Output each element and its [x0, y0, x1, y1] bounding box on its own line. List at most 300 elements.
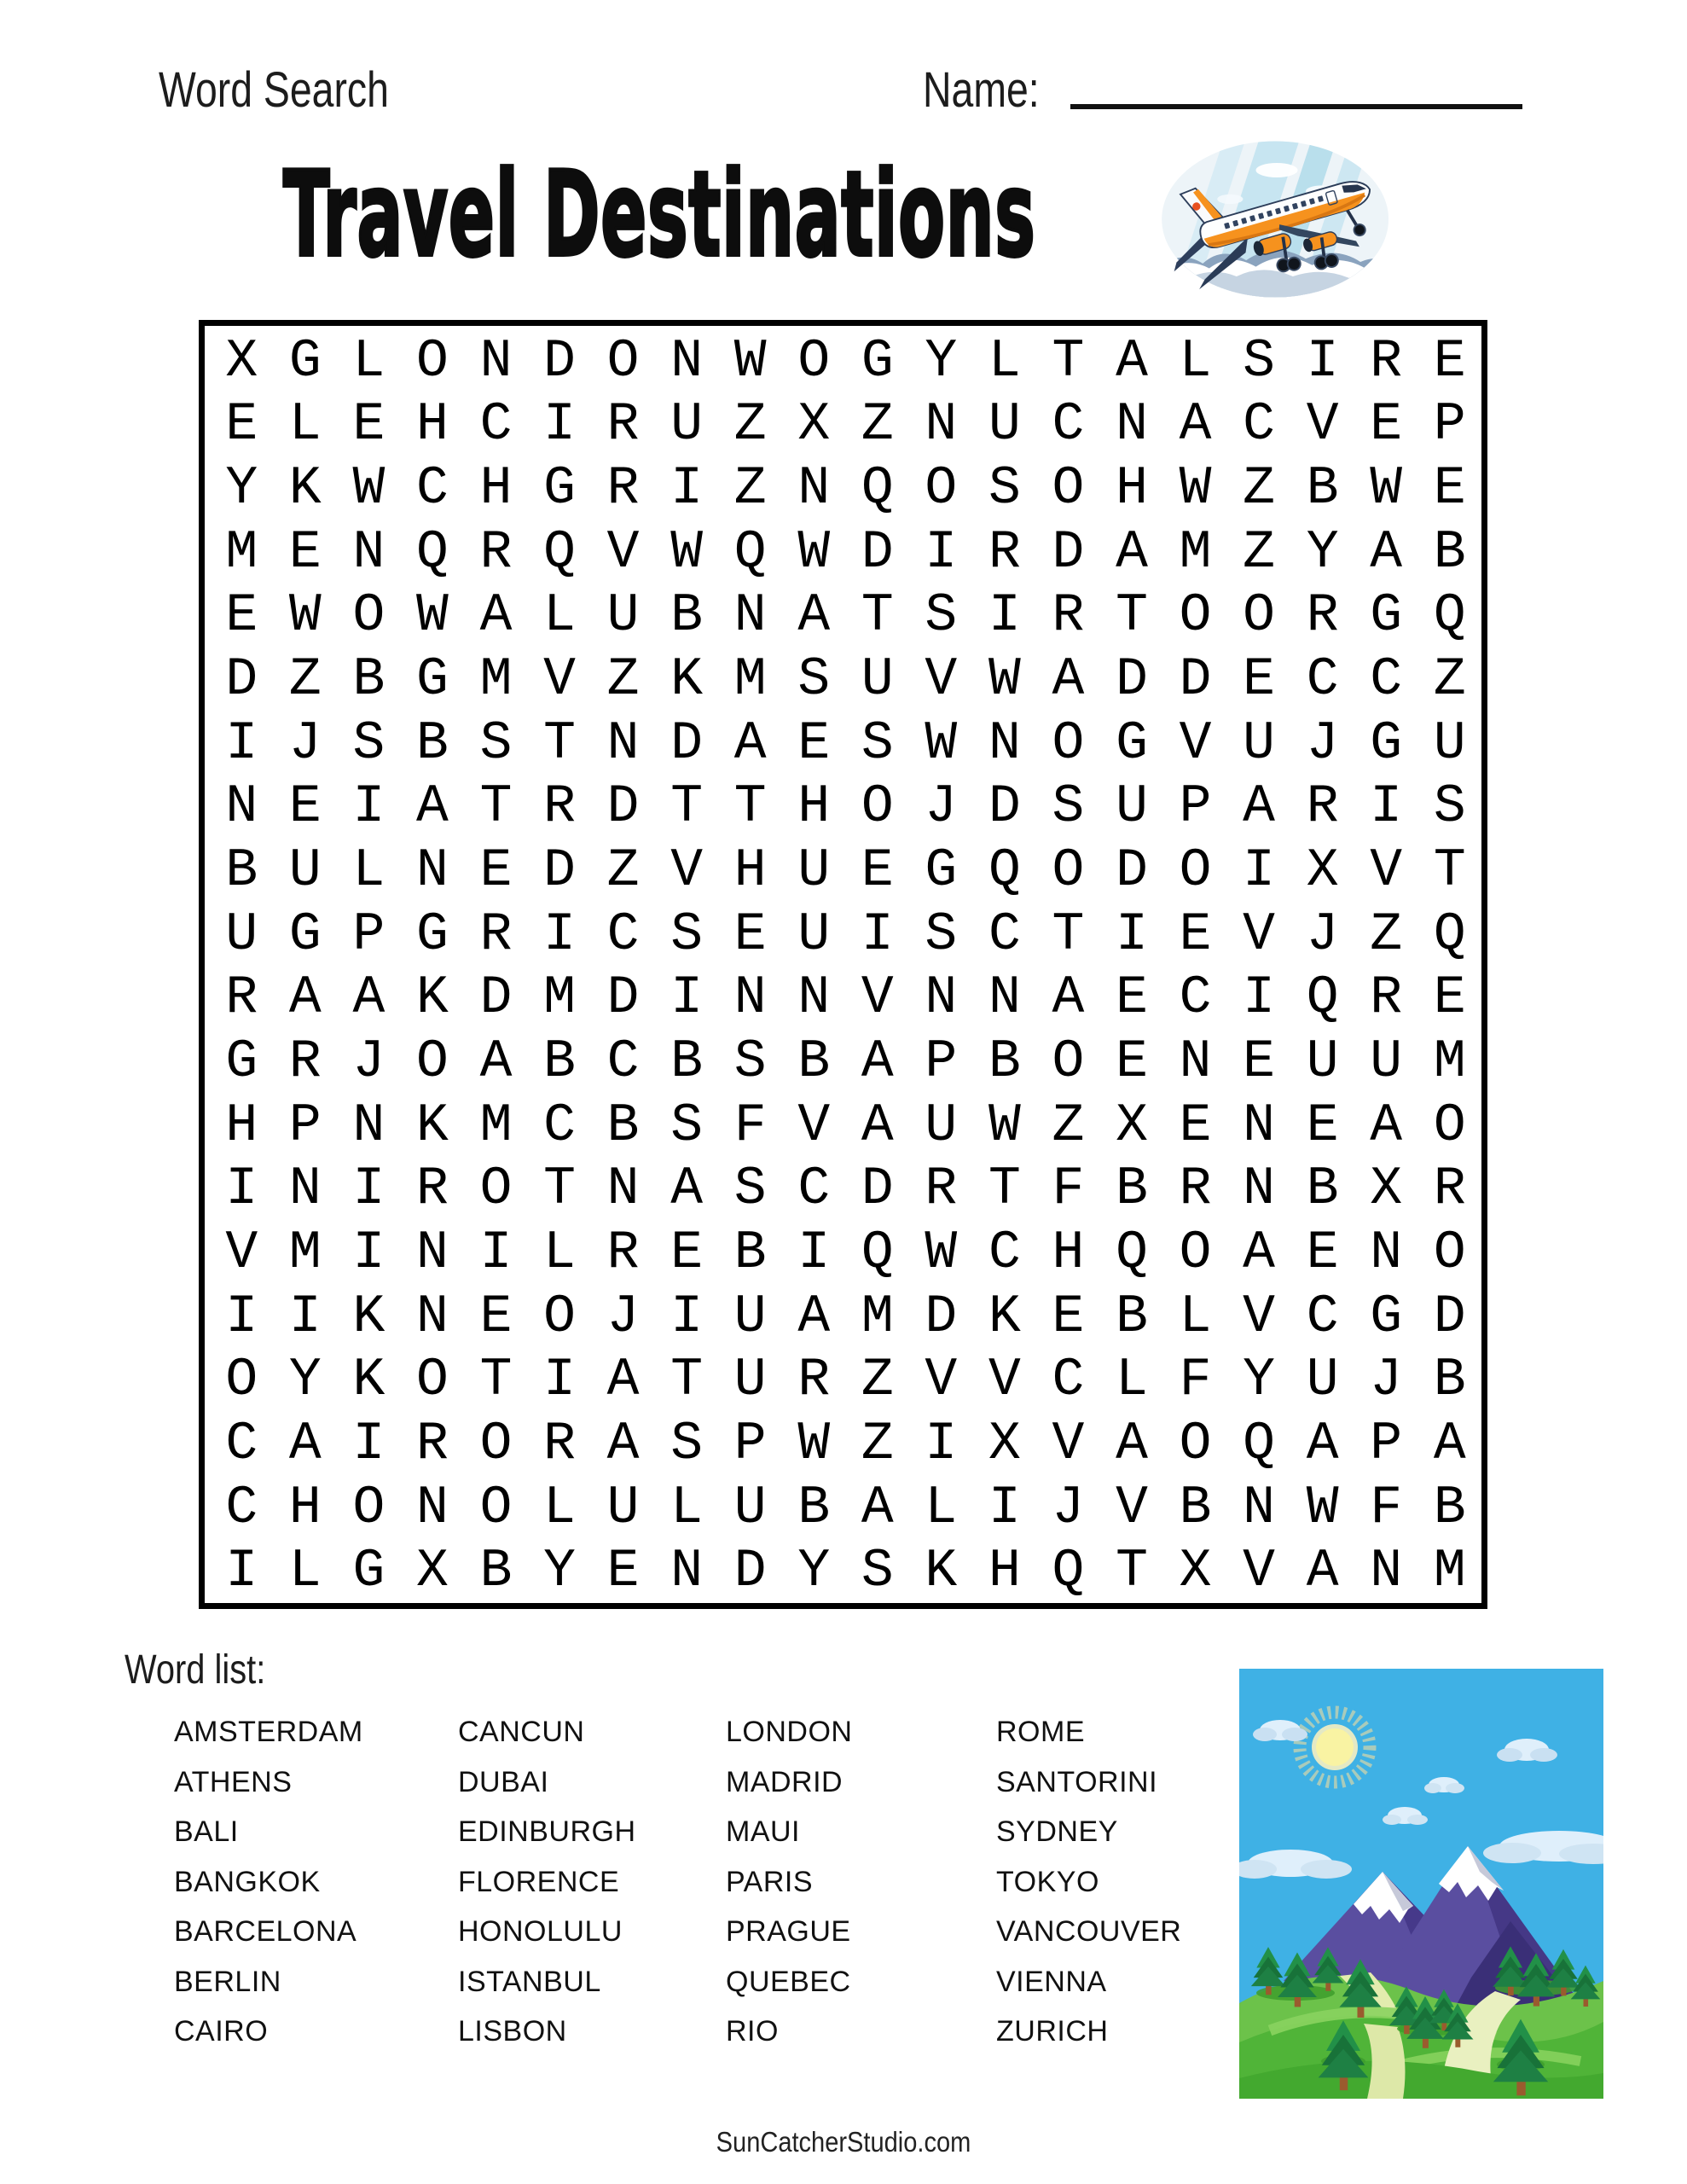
- grid-letter: A: [606, 1350, 640, 1411]
- grid-letter: O: [1433, 1222, 1466, 1283]
- grid-letter: H: [225, 1095, 258, 1156]
- grid-letter: N: [479, 330, 513, 392]
- grid-letter: I: [225, 1286, 258, 1347]
- grid-letter: L: [1179, 1286, 1212, 1347]
- grid-letter: O: [797, 330, 831, 392]
- grid-letter: N: [606, 712, 640, 774]
- grid-letter: W: [925, 712, 958, 774]
- grid-letter: B: [416, 712, 449, 774]
- grid-letter: Z: [733, 458, 767, 520]
- grid-letter: I: [225, 712, 258, 774]
- grid-letter: H: [733, 840, 767, 902]
- grid-letter: O: [861, 776, 894, 838]
- grid-letter: W: [988, 649, 1021, 711]
- grid-letter: N: [670, 1541, 704, 1602]
- grid-letter: A: [1179, 394, 1212, 456]
- footer-site-name: SunCatcherStudio.com: [716, 2126, 971, 2158]
- grid-letter: T: [479, 1350, 513, 1411]
- grid-letter: L: [988, 330, 1021, 392]
- grid-letter: K: [988, 1286, 1021, 1347]
- grid-letter: M: [861, 1286, 894, 1347]
- grid-letter: R: [1370, 967, 1403, 1029]
- grid-letter: U: [1370, 1031, 1403, 1092]
- grid-letter: V: [1243, 1541, 1275, 1602]
- word-list-heading: Word list:: [125, 1647, 266, 1693]
- grid-letter: N: [988, 712, 1021, 774]
- grid-letter: L: [352, 840, 386, 902]
- grid-letter: L: [288, 394, 322, 456]
- word-item: CAIRO: [174, 2015, 269, 2048]
- grid-letter: P: [925, 1031, 958, 1092]
- grid-letter: X: [1306, 840, 1339, 902]
- word-item: PRAGUE: [726, 1915, 851, 1948]
- grid-letter: T: [670, 1350, 704, 1411]
- grid-letter: N: [1116, 394, 1148, 456]
- grid-letter: X: [225, 330, 258, 392]
- grid-letter: S: [670, 903, 704, 965]
- grid-letter: I: [288, 1286, 322, 1347]
- word-item: LONDON: [726, 1716, 853, 1748]
- grid-letter: D: [606, 967, 640, 1029]
- word-item: AMSTERDAM: [174, 1716, 363, 1748]
- grid-letter: U: [606, 1477, 640, 1538]
- grid-letter: E: [1306, 1222, 1339, 1283]
- grid-letter: Q: [416, 521, 449, 583]
- grid-letter: I: [1243, 840, 1275, 902]
- grid-letter: L: [352, 330, 386, 392]
- grid-letter: Z: [1052, 1095, 1085, 1156]
- grid-letter: N: [352, 521, 386, 583]
- word-item: VANCOUVER: [996, 1915, 1182, 1948]
- word-item: QUEBEC: [726, 1965, 851, 1998]
- grid-letter: A: [1243, 1222, 1275, 1283]
- grid-letter: M: [479, 649, 513, 711]
- grid-letter: N: [670, 330, 704, 392]
- grid-letter: M: [1433, 1031, 1466, 1092]
- grid-letter: R: [543, 1413, 576, 1474]
- word-item: BANGKOK: [174, 1865, 321, 1898]
- grid-letter: Y: [1243, 1350, 1275, 1411]
- grid-letter: Z: [861, 1350, 894, 1411]
- grid-letter: B: [479, 1541, 513, 1602]
- grid-letter: K: [925, 1541, 958, 1602]
- grid-letter: S: [733, 1159, 767, 1220]
- grid-letter: R: [416, 1413, 449, 1474]
- grid-letter: X: [416, 1541, 449, 1602]
- grid-letter: X: [797, 394, 831, 456]
- grid-letter: R: [416, 1159, 449, 1220]
- grid-letter: T: [988, 1159, 1021, 1220]
- grid-letter: C: [797, 1159, 831, 1220]
- grid-letter: Q: [1433, 903, 1466, 965]
- word-item: SYDNEY: [996, 1815, 1118, 1848]
- grid-letter: Z: [861, 1413, 894, 1474]
- grid-letter: E: [1179, 903, 1212, 965]
- grid-letter: R: [288, 1031, 322, 1092]
- grid-letter: K: [352, 1350, 386, 1411]
- grid-letter: Q: [1433, 585, 1466, 647]
- grid-letter: O: [416, 1350, 449, 1411]
- grid-letter: N: [797, 967, 831, 1029]
- grid-letter: C: [225, 1413, 258, 1474]
- grid-letter: A: [352, 967, 386, 1029]
- grid-letter: H: [416, 394, 449, 456]
- grid-letter: W: [416, 585, 449, 647]
- grid-letter: A: [479, 1031, 513, 1092]
- grid-letter: S: [1052, 776, 1085, 838]
- grid-letter: N: [1370, 1222, 1403, 1283]
- grid-letter: U: [1306, 1031, 1339, 1092]
- grid-letter: E: [1370, 394, 1403, 456]
- grid-letter: V: [606, 521, 640, 583]
- grid-letter: W: [797, 521, 831, 583]
- grid-letter: C: [1243, 394, 1275, 456]
- grid-letter: A: [1116, 1413, 1148, 1474]
- grid-letter: T: [543, 1159, 576, 1220]
- grid-letter: E: [1433, 967, 1466, 1029]
- word-item: CANCUN: [458, 1716, 585, 1748]
- grid-letter: L: [1179, 330, 1212, 392]
- grid-letter: V: [861, 967, 894, 1029]
- grid-letter: O: [543, 1286, 576, 1347]
- grid-letter: Q: [988, 840, 1021, 902]
- word-list-column: [726, 1707, 852, 2057]
- grid-letter: C: [1052, 394, 1085, 456]
- grid-letter: W: [1306, 1477, 1339, 1538]
- grid-letter: C: [606, 1031, 640, 1092]
- grid-letter: D: [861, 1159, 894, 1220]
- grid-letter: P: [288, 1095, 322, 1156]
- grid-letter: A: [797, 585, 831, 647]
- word-item: ZURICH: [996, 2015, 1109, 2048]
- grid-letter: B: [797, 1477, 831, 1538]
- grid-letter: E: [288, 521, 322, 583]
- word-item: TOKYO: [996, 1865, 1099, 1898]
- grid-letter: R: [543, 776, 576, 838]
- grid-letter: E: [797, 712, 831, 774]
- grid-letter: X: [988, 1413, 1021, 1474]
- grid-letter: U: [861, 649, 894, 711]
- grid-letter: G: [352, 1541, 386, 1602]
- grid-letter: G: [416, 649, 449, 711]
- grid-letter: N: [1243, 1159, 1275, 1220]
- grid-letter: S: [797, 649, 831, 711]
- grid-letter: D: [925, 1286, 958, 1347]
- grid-letter: W: [352, 458, 386, 520]
- word-item: MAUI: [726, 1815, 800, 1848]
- grid-letter: W: [1370, 458, 1403, 520]
- word-list-column: [996, 1707, 1181, 2057]
- grid-letter: O: [1179, 585, 1212, 647]
- grid-letter: B: [988, 1031, 1021, 1092]
- grid-letter: I: [1306, 330, 1339, 392]
- grid-letter: N: [925, 967, 958, 1029]
- word-item: ISTANBUL: [458, 1965, 601, 1998]
- grid-letter: V: [1116, 1477, 1148, 1538]
- grid-letter: E: [1052, 1286, 1085, 1347]
- grid-letter: I: [352, 1413, 386, 1474]
- grid-letter: V: [1179, 712, 1212, 774]
- grid-letter: B: [1116, 1159, 1148, 1220]
- grid-letter: N: [925, 394, 958, 456]
- puzzle-title: Travel Destinations: [283, 146, 1036, 283]
- grid-letter: J: [925, 776, 958, 838]
- grid-letter: H: [988, 1541, 1021, 1602]
- grid-letter: I: [543, 394, 576, 456]
- grid-letter: O: [416, 1031, 449, 1092]
- grid-letter: G: [925, 840, 958, 902]
- grid-letter: I: [988, 1477, 1021, 1538]
- grid-letter: M: [543, 967, 576, 1029]
- grid-letter: V: [1052, 1413, 1085, 1474]
- airplane-illustration: [1153, 135, 1400, 304]
- grid-letter: T: [543, 712, 576, 774]
- grid-letter: N: [797, 458, 831, 520]
- word-item: BALI: [174, 1815, 239, 1848]
- grid-letter: M: [1433, 1541, 1466, 1602]
- grid-letter: A: [1052, 967, 1085, 1029]
- grid-letter: R: [606, 394, 640, 456]
- grid-letter: D: [1179, 649, 1212, 711]
- grid-letter: F: [1179, 1350, 1212, 1411]
- grid-letter: Z: [1370, 903, 1403, 965]
- grid-letter: V: [670, 840, 704, 902]
- grid-letter: Z: [606, 840, 640, 902]
- grid-letter: D: [479, 967, 513, 1029]
- grid-letter: E: [733, 903, 767, 965]
- grid-letter: C: [1370, 649, 1403, 711]
- mountain-landscape-icon: [1239, 1669, 1603, 2099]
- name-blank-line: [1070, 104, 1522, 109]
- grid-letter: R: [606, 1222, 640, 1283]
- grid-letter: D: [1116, 649, 1148, 711]
- grid-letter: O: [1052, 1031, 1085, 1092]
- grid-letter: U: [988, 394, 1021, 456]
- grid-letter: U: [1433, 712, 1466, 774]
- grid-letter: N: [733, 585, 767, 647]
- grid-letter: A: [733, 712, 767, 774]
- grid-letter: I: [352, 1222, 386, 1283]
- grid-letter: G: [1370, 585, 1403, 647]
- grid-letter: B: [606, 1095, 640, 1156]
- grid-letter: S: [352, 712, 386, 774]
- grid-letter: I: [352, 776, 386, 838]
- grid-letter: B: [670, 1031, 704, 1092]
- grid-letter: A: [1116, 330, 1148, 392]
- grid-letter: N: [733, 967, 767, 1029]
- grid-letter: S: [988, 458, 1021, 520]
- grid-letter: I: [543, 903, 576, 965]
- grid-letter: E: [1433, 330, 1466, 392]
- grid-letter: H: [1052, 1222, 1085, 1283]
- grid-letter: A: [1306, 1413, 1339, 1474]
- grid-letter: K: [288, 458, 322, 520]
- grid-letter: E: [670, 1222, 704, 1283]
- grid-letter: U: [733, 1477, 767, 1538]
- grid-letter: O: [1179, 840, 1212, 902]
- grid-letter: A: [288, 967, 322, 1029]
- grid-letter: T: [479, 776, 513, 838]
- grid-letter: F: [1052, 1159, 1085, 1220]
- grid-letter: W: [925, 1222, 958, 1283]
- grid-letter: T: [670, 776, 704, 838]
- grid-letter: R: [606, 458, 640, 520]
- grid-letter: U: [1116, 776, 1148, 838]
- grid-letter: L: [925, 1477, 958, 1538]
- grid-letter: S: [1243, 330, 1275, 392]
- grid-letter: E: [225, 585, 258, 647]
- grid-letter: V: [1370, 840, 1403, 902]
- grid-letter: R: [925, 1159, 958, 1220]
- grid-letter: G: [1370, 1286, 1403, 1347]
- grid-letter: E: [225, 394, 258, 456]
- grid-letter: V: [925, 1350, 958, 1411]
- grid-letter: E: [1243, 649, 1275, 711]
- grid-letter: E: [1433, 458, 1466, 520]
- grid-letter: E: [288, 776, 322, 838]
- grid-letter: N: [416, 1286, 449, 1347]
- grid-letter: R: [1052, 585, 1085, 647]
- grid-letter: B: [1306, 1159, 1339, 1220]
- grid-letter: O: [1243, 585, 1275, 647]
- grid-letter: T: [861, 585, 894, 647]
- grid-letter: K: [352, 1286, 386, 1347]
- grid-letter: T: [1052, 903, 1085, 965]
- grid-letter: A: [1116, 521, 1148, 583]
- grid-letter: D: [988, 776, 1021, 838]
- grid-letter: C: [225, 1477, 258, 1538]
- grid-letter: J: [1306, 712, 1339, 774]
- grid-letter: D: [1116, 840, 1148, 902]
- grid-letter: A: [861, 1095, 894, 1156]
- grid-letter: A: [288, 1413, 322, 1474]
- grid-letter: G: [288, 330, 322, 392]
- grid-letter: N: [606, 1159, 640, 1220]
- grid-letter: B: [543, 1031, 576, 1092]
- grid-letter: E: [1306, 1095, 1339, 1156]
- grid-letter: C: [1052, 1350, 1085, 1411]
- grid-letter: O: [1179, 1413, 1212, 1474]
- grid-letter: O: [1433, 1095, 1466, 1156]
- grid-letter: S: [925, 585, 958, 647]
- grid-letter: V: [225, 1222, 258, 1283]
- grid-letter: V: [797, 1095, 831, 1156]
- grid-letter: Q: [861, 1222, 894, 1283]
- grid-letter: R: [1306, 776, 1339, 838]
- page-header-label: Word Search: [159, 62, 389, 118]
- grid-letter: R: [1370, 330, 1403, 392]
- grid-letter: T: [1052, 330, 1085, 392]
- grid-letter: E: [479, 1286, 513, 1347]
- grid-letter: E: [479, 840, 513, 902]
- grid-letter: H: [479, 458, 513, 520]
- grid-letter: R: [1179, 1159, 1212, 1220]
- grid-letter: X: [1116, 1095, 1148, 1156]
- grid-letter: I: [670, 967, 704, 1029]
- grid-letter: U: [670, 394, 704, 456]
- grid-letter: O: [1052, 458, 1085, 520]
- grid-letter: A: [670, 1159, 704, 1220]
- grid-letter: L: [543, 1477, 576, 1538]
- grid-letter: B: [352, 649, 386, 711]
- grid-letter: W: [797, 1413, 831, 1474]
- grid-letter: V: [925, 649, 958, 711]
- grid-letter: R: [797, 1350, 831, 1411]
- word-item: RIO: [726, 2015, 779, 2048]
- grid-letter: C: [1306, 1286, 1339, 1347]
- grid-letter: B: [1116, 1286, 1148, 1347]
- grid-letter: R: [1306, 585, 1339, 647]
- grid-letter: Y: [797, 1541, 831, 1602]
- grid-letter: S: [1433, 776, 1466, 838]
- grid-letter: D: [225, 649, 258, 711]
- grid-letter: W: [733, 330, 767, 392]
- grid-letter: S: [861, 1541, 894, 1602]
- airplane-icon: [1153, 135, 1400, 304]
- grid-letter: I: [670, 458, 704, 520]
- grid-letter: I: [225, 1541, 258, 1602]
- grid-letter: G: [1370, 712, 1403, 774]
- grid-letter: Z: [733, 394, 767, 456]
- grid-letter: A: [1370, 521, 1403, 583]
- grid-letter: J: [288, 712, 322, 774]
- grid-letter: R: [479, 521, 513, 583]
- grid-letter: T: [733, 776, 767, 838]
- grid-letter: E: [352, 394, 386, 456]
- grid-letter: O: [479, 1477, 513, 1538]
- grid-letter: U: [606, 585, 640, 647]
- word-item: HONOLULU: [458, 1915, 623, 1948]
- grid-letter: T: [1116, 585, 1148, 647]
- grid-letter: U: [1243, 712, 1275, 774]
- grid-letter: I: [543, 1350, 576, 1411]
- grid-letter: B: [1433, 1477, 1466, 1538]
- word-item: DUBAI: [458, 1765, 549, 1798]
- grid-letter: E: [861, 840, 894, 902]
- grid-letter: O: [479, 1159, 513, 1220]
- grid-letter: H: [288, 1477, 322, 1538]
- grid-letter: P: [1370, 1413, 1403, 1474]
- grid-letter: I: [797, 1222, 831, 1283]
- word-item: BERLIN: [174, 1965, 281, 1998]
- grid-letter: G: [543, 458, 576, 520]
- grid-letter: D: [1052, 521, 1085, 583]
- grid-letter: G: [1116, 712, 1148, 774]
- grid-letter: Z: [288, 649, 322, 711]
- grid-letter: I: [861, 903, 894, 965]
- grid-letter: C: [606, 903, 640, 965]
- grid-letter: A: [861, 1031, 894, 1092]
- grid-letter: E: [1179, 1095, 1212, 1156]
- grid-letter: Z: [1243, 458, 1275, 520]
- grid-letter: I: [479, 1222, 513, 1283]
- word-item: EDINBURGH: [458, 1815, 636, 1848]
- grid-letter: O: [352, 1477, 386, 1538]
- grid-letter: J: [352, 1031, 386, 1092]
- grid-letter: N: [1179, 1031, 1212, 1092]
- grid-letter: D: [861, 521, 894, 583]
- grid-letter: A: [797, 1286, 831, 1347]
- grid-letter: U: [288, 840, 322, 902]
- grid-letter: U: [797, 840, 831, 902]
- grid-letter: S: [670, 1413, 704, 1474]
- grid-letter: K: [670, 649, 704, 711]
- grid-letter: I: [988, 585, 1021, 647]
- grid-letter: N: [1243, 1095, 1275, 1156]
- grid-letter: O: [479, 1413, 513, 1474]
- grid-letter: Y: [543, 1541, 576, 1602]
- grid-letter: O: [925, 458, 958, 520]
